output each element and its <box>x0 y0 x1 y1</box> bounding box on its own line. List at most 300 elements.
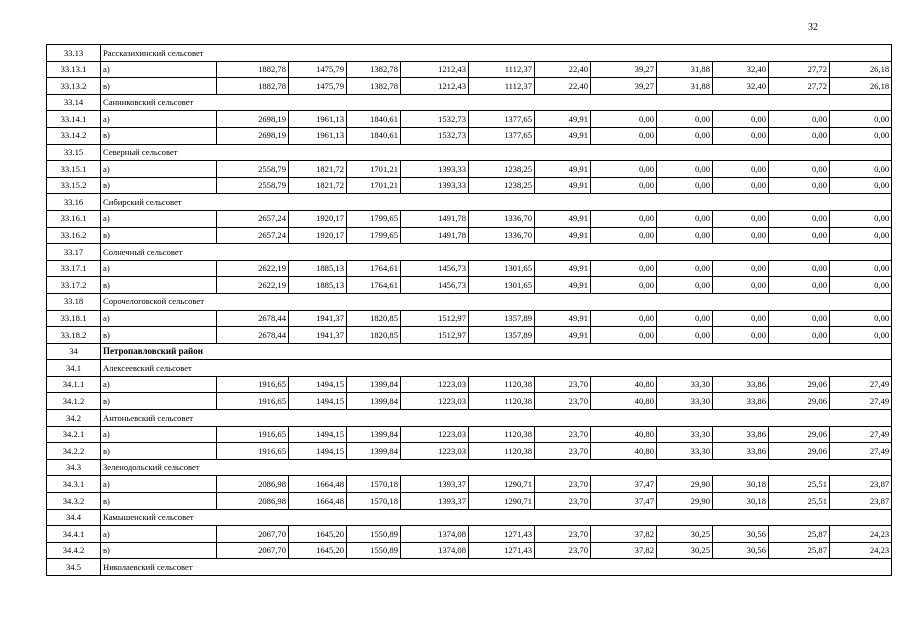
value-cell: 1920,17 <box>289 227 347 244</box>
value-cell: 49,91 <box>535 227 591 244</box>
value-cell: 27,72 <box>769 61 830 78</box>
value-cell: 1223,03 <box>401 426 469 443</box>
row-label: а) <box>101 376 217 393</box>
data-row <box>47 493 892 510</box>
value-cell: 1456,73 <box>401 277 469 294</box>
value-cell: 1393,33 <box>401 177 469 194</box>
value-cell: 1882,78 <box>217 78 289 95</box>
value-cell: 0,00 <box>830 127 892 144</box>
value-cell: 0,00 <box>657 161 713 178</box>
value-cell: 1882,78 <box>217 61 289 78</box>
section-row <box>47 459 892 476</box>
section-title: Санниковский сельсовет <box>101 94 892 111</box>
value-cell: 0,00 <box>769 260 830 277</box>
page-number: 32 <box>808 22 818 33</box>
value-cell: 1494,15 <box>289 443 347 460</box>
value-cell: 0,00 <box>591 127 657 144</box>
value-cell: 0,00 <box>591 227 657 244</box>
value-cell: 32,40 <box>713 78 769 95</box>
row-code: 34.3.2 <box>47 493 101 510</box>
value-cell: 23,70 <box>535 426 591 443</box>
data-row <box>47 526 892 543</box>
value-cell: 24,23 <box>830 526 892 543</box>
value-cell: 2558,79 <box>217 177 289 194</box>
value-cell: 30,25 <box>657 526 713 543</box>
value-cell: 2698,19 <box>217 127 289 144</box>
data-row <box>47 260 892 277</box>
value-cell: 30,25 <box>657 542 713 559</box>
data-row <box>47 177 892 194</box>
section-title: Солнечный сельсовет <box>101 244 892 261</box>
value-cell: 0,00 <box>769 327 830 344</box>
data-row <box>47 542 892 559</box>
row-code: 33.13.2 <box>47 78 101 95</box>
value-cell: 0,00 <box>830 260 892 277</box>
value-cell: 1532,73 <box>401 111 469 128</box>
value-cell: 1290,71 <box>469 476 535 493</box>
value-cell: 0,00 <box>713 111 769 128</box>
value-cell: 1212,43 <box>401 78 469 95</box>
value-cell: 0,00 <box>657 210 713 227</box>
value-cell: 1393,37 <box>401 493 469 510</box>
value-cell: 37,47 <box>591 476 657 493</box>
data-row <box>47 393 892 410</box>
value-cell: 1377,65 <box>469 111 535 128</box>
section-row <box>47 360 892 377</box>
value-cell: 2678,44 <box>217 327 289 344</box>
value-cell: 1238,25 <box>469 177 535 194</box>
value-cell: 1223,03 <box>401 443 469 460</box>
row-label: в) <box>101 227 217 244</box>
data-row <box>47 310 892 327</box>
value-cell: 33,86 <box>713 443 769 460</box>
value-cell: 1399,84 <box>347 393 401 410</box>
data-row <box>47 327 892 344</box>
value-cell: 1664,48 <box>289 476 347 493</box>
value-cell: 1290,71 <box>469 493 535 510</box>
value-cell: 0,00 <box>830 227 892 244</box>
value-cell: 23,70 <box>535 393 591 410</box>
value-cell: 1112,37 <box>469 61 535 78</box>
row-code: 33.14 <box>47 94 101 111</box>
row-label: в) <box>101 443 217 460</box>
row-label: в) <box>101 177 217 194</box>
section-title: Зеленодольский сельсовет <box>101 459 892 476</box>
value-cell: 1399,84 <box>347 443 401 460</box>
value-cell: 2622,19 <box>217 260 289 277</box>
value-cell: 23,87 <box>830 493 892 510</box>
value-cell: 1374,08 <box>401 542 469 559</box>
value-cell: 23,87 <box>830 476 892 493</box>
value-cell: 1212,43 <box>401 61 469 78</box>
row-code: 34.1.1 <box>47 376 101 393</box>
section-title: Николаевский сельсовет <box>101 559 892 576</box>
value-cell: 2657,24 <box>217 210 289 227</box>
section-row <box>47 293 892 310</box>
value-cell: 1377,65 <box>469 127 535 144</box>
value-cell: 0,00 <box>657 277 713 294</box>
row-code: 33.16 <box>47 194 101 211</box>
value-cell: 25,87 <box>769 542 830 559</box>
value-cell: 1821,72 <box>289 161 347 178</box>
value-cell: 0,00 <box>713 227 769 244</box>
value-cell: 1399,84 <box>347 376 401 393</box>
value-cell: 2698,19 <box>217 111 289 128</box>
value-cell: 0,00 <box>657 111 713 128</box>
row-code: 33.14.1 <box>47 111 101 128</box>
value-cell: 1374,08 <box>401 526 469 543</box>
value-cell: 1120,38 <box>469 443 535 460</box>
value-cell: 0,00 <box>769 210 830 227</box>
value-cell: 0,00 <box>657 227 713 244</box>
value-cell: 0,00 <box>769 177 830 194</box>
value-cell: 27,49 <box>830 376 892 393</box>
value-cell: 27,49 <box>830 426 892 443</box>
value-cell: 0,00 <box>713 277 769 294</box>
value-cell: 39,27 <box>591 61 657 78</box>
row-code: 33.17 <box>47 244 101 261</box>
value-cell: 49,91 <box>535 310 591 327</box>
value-cell: 1799,65 <box>347 210 401 227</box>
row-label: а) <box>101 260 217 277</box>
value-cell: 1570,18 <box>347 493 401 510</box>
value-cell: 1475,79 <box>289 61 347 78</box>
data-row <box>47 210 892 227</box>
row-code: 33.17.2 <box>47 277 101 294</box>
data-row <box>47 78 892 95</box>
section-row <box>47 343 892 360</box>
row-code: 34 <box>47 343 101 360</box>
value-cell: 23,70 <box>535 476 591 493</box>
value-cell: 33,30 <box>657 376 713 393</box>
value-cell: 26,18 <box>830 78 892 95</box>
section-title: Рассказихинский сельсовет <box>101 45 892 62</box>
value-cell: 1336,70 <box>469 227 535 244</box>
value-cell: 1961,13 <box>289 111 347 128</box>
row-label: в) <box>101 493 217 510</box>
value-cell: 1336,70 <box>469 210 535 227</box>
value-cell: 1920,17 <box>289 210 347 227</box>
row-code: 33.15.1 <box>47 161 101 178</box>
value-cell: 2558,79 <box>217 161 289 178</box>
value-cell: 1941,37 <box>289 327 347 344</box>
value-cell: 37,82 <box>591 542 657 559</box>
value-cell: 37,82 <box>591 526 657 543</box>
value-cell: 37,47 <box>591 493 657 510</box>
section-row <box>47 144 892 161</box>
value-cell: 40,80 <box>591 376 657 393</box>
data-row <box>47 376 892 393</box>
data-row <box>47 443 892 460</box>
value-cell: 1916,65 <box>217 376 289 393</box>
value-cell: 1271,43 <box>469 526 535 543</box>
row-code: 34.4.1 <box>47 526 101 543</box>
value-cell: 27,49 <box>830 393 892 410</box>
value-cell: 1494,15 <box>289 393 347 410</box>
value-cell: 0,00 <box>657 127 713 144</box>
row-code: 34.4.2 <box>47 542 101 559</box>
value-cell: 0,00 <box>830 161 892 178</box>
value-cell: 2622,19 <box>217 277 289 294</box>
value-cell: 1570,18 <box>347 476 401 493</box>
value-cell: 30,56 <box>713 526 769 543</box>
value-cell: 40,80 <box>591 443 657 460</box>
value-cell: 23,70 <box>535 542 591 559</box>
value-cell: 1512,97 <box>401 310 469 327</box>
value-cell: 1301,65 <box>469 277 535 294</box>
value-cell: 0,00 <box>713 310 769 327</box>
row-code: 33.18.1 <box>47 310 101 327</box>
row-code: 34.1 <box>47 360 101 377</box>
value-cell: 0,00 <box>657 260 713 277</box>
section-title: Антоньевский сельсовет <box>101 410 892 427</box>
value-cell: 1840,61 <box>347 127 401 144</box>
value-cell: 29,06 <box>769 426 830 443</box>
value-cell: 25,87 <box>769 526 830 543</box>
value-cell: 33,86 <box>713 393 769 410</box>
value-cell: 0,00 <box>769 111 830 128</box>
value-cell: 0,00 <box>830 210 892 227</box>
row-code: 34.3 <box>47 459 101 476</box>
row-code: 33.13.1 <box>47 61 101 78</box>
value-cell: 0,00 <box>713 177 769 194</box>
tariff-table <box>46 44 892 576</box>
value-cell: 1701,21 <box>347 177 401 194</box>
value-cell: 1821,72 <box>289 177 347 194</box>
value-cell: 1120,38 <box>469 393 535 410</box>
value-cell: 1820,85 <box>347 327 401 344</box>
value-cell: 32,40 <box>713 61 769 78</box>
value-cell: 1223,03 <box>401 376 469 393</box>
value-cell: 1494,15 <box>289 376 347 393</box>
value-cell: 0,00 <box>591 177 657 194</box>
value-cell: 1112,37 <box>469 78 535 95</box>
value-cell: 23,70 <box>535 526 591 543</box>
value-cell: 1382,78 <box>347 78 401 95</box>
value-cell: 33,30 <box>657 443 713 460</box>
row-label: а) <box>101 526 217 543</box>
value-cell: 1223,03 <box>401 393 469 410</box>
value-cell: 1885,13 <box>289 277 347 294</box>
value-cell: 33,30 <box>657 393 713 410</box>
row-code: 34.5 <box>47 559 101 576</box>
row-label: в) <box>101 327 217 344</box>
section-row <box>47 94 892 111</box>
value-cell: 0,00 <box>591 277 657 294</box>
value-cell: 33,30 <box>657 426 713 443</box>
value-cell: 1550,89 <box>347 526 401 543</box>
value-cell: 1393,33 <box>401 161 469 178</box>
value-cell: 49,91 <box>535 327 591 344</box>
row-code: 34.2 <box>47 410 101 427</box>
value-cell: 40,80 <box>591 426 657 443</box>
value-cell: 39,27 <box>591 78 657 95</box>
value-cell: 2657,24 <box>217 227 289 244</box>
value-cell: 1664,48 <box>289 493 347 510</box>
value-cell: 1916,65 <box>217 426 289 443</box>
value-cell: 0,00 <box>830 310 892 327</box>
value-cell: 0,00 <box>591 327 657 344</box>
row-code: 34.4 <box>47 509 101 526</box>
row-label: а) <box>101 210 217 227</box>
row-code: 33.15 <box>47 144 101 161</box>
value-cell: 2086,98 <box>217 493 289 510</box>
value-cell: 25,51 <box>769 493 830 510</box>
data-row <box>47 476 892 493</box>
value-cell: 2067,70 <box>217 526 289 543</box>
value-cell: 31,88 <box>657 61 713 78</box>
section-title: Сибирский сельсовет <box>101 194 892 211</box>
value-cell: 22,40 <box>535 78 591 95</box>
value-cell: 1550,89 <box>347 542 401 559</box>
value-cell: 0,00 <box>713 127 769 144</box>
value-cell: 0,00 <box>713 161 769 178</box>
row-label: а) <box>101 426 217 443</box>
row-label: в) <box>101 542 217 559</box>
value-cell: 1764,61 <box>347 277 401 294</box>
value-cell: 1916,65 <box>217 443 289 460</box>
value-cell: 30,18 <box>713 476 769 493</box>
row-label: а) <box>101 61 217 78</box>
value-cell: 33,86 <box>713 426 769 443</box>
row-code: 33.18 <box>47 293 101 310</box>
value-cell: 1120,38 <box>469 376 535 393</box>
value-cell: 29,90 <box>657 476 713 493</box>
row-label: а) <box>101 161 217 178</box>
value-cell: 49,91 <box>535 111 591 128</box>
value-cell: 1961,13 <box>289 127 347 144</box>
value-cell: 29,06 <box>769 376 830 393</box>
value-cell: 0,00 <box>657 310 713 327</box>
value-cell: 2678,44 <box>217 310 289 327</box>
section-row <box>47 244 892 261</box>
value-cell: 0,00 <box>713 327 769 344</box>
value-cell: 2086,98 <box>217 476 289 493</box>
value-cell: 40,80 <box>591 393 657 410</box>
value-cell: 1941,37 <box>289 310 347 327</box>
value-cell: 0,00 <box>769 227 830 244</box>
value-cell: 1799,65 <box>347 227 401 244</box>
value-cell: 1491,78 <box>401 227 469 244</box>
value-cell: 29,90 <box>657 493 713 510</box>
value-cell: 0,00 <box>769 310 830 327</box>
section-title: Камышенский сельсовет <box>101 509 892 526</box>
value-cell: 0,00 <box>769 127 830 144</box>
value-cell: 0,00 <box>769 277 830 294</box>
value-cell: 0,00 <box>591 111 657 128</box>
value-cell: 1820,85 <box>347 310 401 327</box>
value-cell: 29,06 <box>769 443 830 460</box>
value-cell: 1271,43 <box>469 542 535 559</box>
row-code: 33.14.2 <box>47 127 101 144</box>
value-cell: 1840,61 <box>347 111 401 128</box>
row-label: а) <box>101 476 217 493</box>
row-code: 33.18.2 <box>47 327 101 344</box>
value-cell: 30,18 <box>713 493 769 510</box>
value-cell: 29,06 <box>769 393 830 410</box>
data-row <box>47 277 892 294</box>
section-row <box>47 559 892 576</box>
value-cell: 23,70 <box>535 443 591 460</box>
value-cell: 0,00 <box>830 327 892 344</box>
value-cell: 1916,65 <box>217 393 289 410</box>
value-cell: 0,00 <box>657 177 713 194</box>
section-title: Алексеевский сельсовет <box>101 360 892 377</box>
row-label: в) <box>101 78 217 95</box>
value-cell: 1456,73 <box>401 260 469 277</box>
value-cell: 1238,25 <box>469 161 535 178</box>
value-cell: 33,86 <box>713 376 769 393</box>
row-code: 33.15.2 <box>47 177 101 194</box>
data-row <box>47 61 892 78</box>
row-label: а) <box>101 310 217 327</box>
value-cell: 27,49 <box>830 443 892 460</box>
value-cell: 25,51 <box>769 476 830 493</box>
value-cell: 0,00 <box>591 310 657 327</box>
value-cell: 1885,13 <box>289 260 347 277</box>
data-row <box>47 111 892 128</box>
value-cell: 49,91 <box>535 161 591 178</box>
value-cell: 0,00 <box>830 111 892 128</box>
value-cell: 0,00 <box>830 177 892 194</box>
value-cell: 1475,79 <box>289 78 347 95</box>
data-row <box>47 426 892 443</box>
value-cell: 0,00 <box>591 210 657 227</box>
row-code: 34.2.1 <box>47 426 101 443</box>
section-row <box>47 410 892 427</box>
value-cell: 1494,15 <box>289 426 347 443</box>
row-code: 34.2.2 <box>47 443 101 460</box>
value-cell: 0,00 <box>591 260 657 277</box>
row-label: в) <box>101 277 217 294</box>
value-cell: 0,00 <box>769 161 830 178</box>
value-cell: 1701,21 <box>347 161 401 178</box>
row-code: 34.3.1 <box>47 476 101 493</box>
value-cell: 1645,20 <box>289 526 347 543</box>
value-cell: 1512,97 <box>401 327 469 344</box>
value-cell: 0,00 <box>713 210 769 227</box>
data-row <box>47 127 892 144</box>
value-cell: 49,91 <box>535 277 591 294</box>
section-row <box>47 194 892 211</box>
value-cell: 1399,84 <box>347 426 401 443</box>
value-cell: 1357,89 <box>469 327 535 344</box>
row-code: 34.1.2 <box>47 393 101 410</box>
value-cell: 22,40 <box>535 61 591 78</box>
data-row <box>47 227 892 244</box>
value-cell: 26,18 <box>830 61 892 78</box>
row-code: 33.17.1 <box>47 260 101 277</box>
value-cell: 24,23 <box>830 542 892 559</box>
value-cell: 1764,61 <box>347 260 401 277</box>
row-label: а) <box>101 111 217 128</box>
value-cell: 0,00 <box>657 327 713 344</box>
value-cell: 49,91 <box>535 177 591 194</box>
row-label: в) <box>101 393 217 410</box>
value-cell: 23,70 <box>535 376 591 393</box>
value-cell: 0,00 <box>830 277 892 294</box>
section-title: Северный сельсовет <box>101 144 892 161</box>
row-code: 33.13 <box>47 45 101 62</box>
value-cell: 31,88 <box>657 78 713 95</box>
value-cell: 30,56 <box>713 542 769 559</box>
section-title: Сорочелоговской сельсовет <box>101 293 892 310</box>
row-code: 33.16.1 <box>47 210 101 227</box>
section-title: Петропавловский район <box>101 343 892 360</box>
value-cell: 23,70 <box>535 493 591 510</box>
value-cell: 49,91 <box>535 127 591 144</box>
value-cell: 1120,38 <box>469 426 535 443</box>
